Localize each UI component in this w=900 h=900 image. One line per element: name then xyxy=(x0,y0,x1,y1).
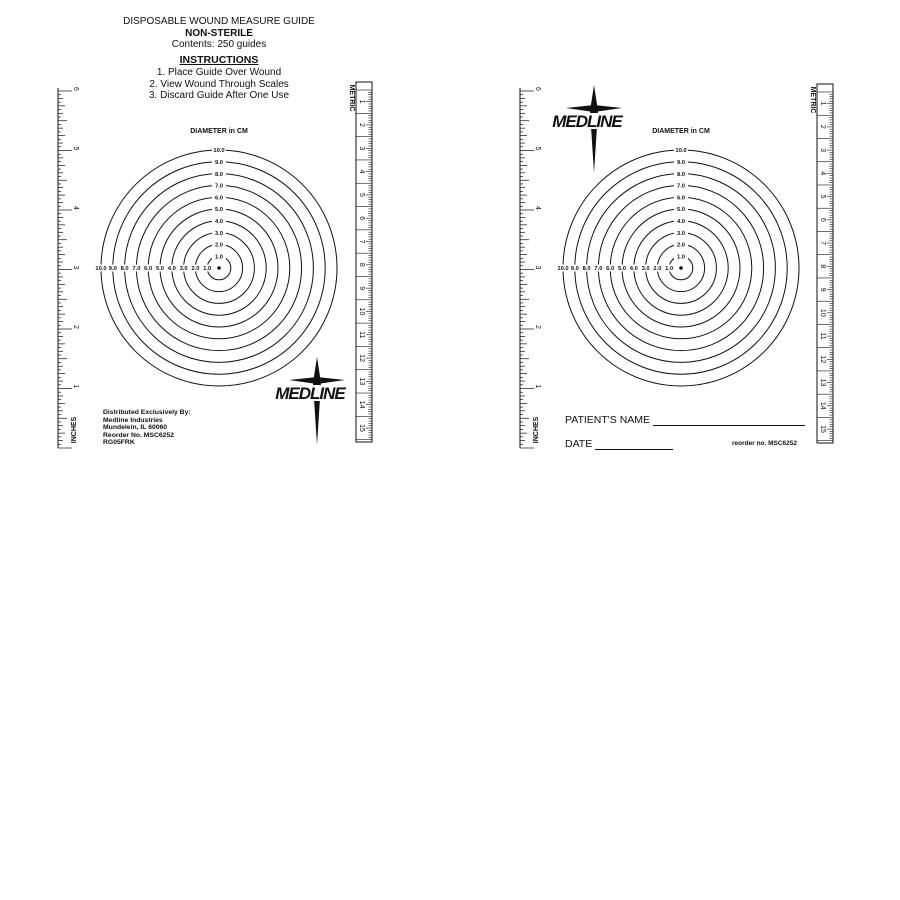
distributor-line: Reorder No. MSC6252 xyxy=(103,431,175,439)
cm-number: 9 xyxy=(819,287,826,292)
cm-number: 8 xyxy=(819,264,826,269)
ring-label-left: 9.0 xyxy=(108,266,117,273)
target-title: DIAMETER in CM xyxy=(190,128,248,135)
logo-star-horizontal xyxy=(289,377,345,384)
center-dot xyxy=(217,266,221,270)
ring-label-top: 3.0 xyxy=(214,230,224,237)
instructions-title: INSTRUCTIONS xyxy=(179,53,259,66)
cm-number: 15 xyxy=(819,425,826,433)
cm-number: 2 xyxy=(358,123,365,127)
ring-label-top: 5.0 xyxy=(676,207,686,214)
target-title: DIAMETER in CM xyxy=(652,128,710,135)
ring-label-left: 6.0 xyxy=(144,266,153,273)
inch-number: 4 xyxy=(72,206,79,210)
ring-label-left: 3.0 xyxy=(179,266,188,273)
ring-label-left: 7.0 xyxy=(132,266,141,273)
cm-number: 5 xyxy=(819,194,826,199)
cm-number: 4 xyxy=(358,169,365,174)
inch-number: 5 xyxy=(72,146,79,151)
patient-name-label: PATIENT'S NAME xyxy=(565,414,651,426)
ring-label-top: 9.0 xyxy=(214,160,224,166)
ring-label-left: 4.0 xyxy=(167,266,176,273)
contents-label: Contents: 250 guides xyxy=(171,39,267,50)
metric-label: METRIC xyxy=(348,84,355,112)
ring-label-left: 3.0 xyxy=(641,266,650,273)
distributor-line: Medline Industries xyxy=(103,416,163,424)
ring-label-top: 9.0 xyxy=(676,160,686,166)
metric-label: METRIC xyxy=(809,86,816,114)
ring-label-top: 1.0 xyxy=(214,254,224,261)
cm-number: 9 xyxy=(358,286,365,291)
logo-text: MEDLINE xyxy=(275,384,345,403)
ring-label-left: 4.0 xyxy=(629,266,638,273)
cm-number: 6 xyxy=(819,217,826,222)
sterility-label: NON-STERILE xyxy=(185,27,253,39)
logo-star-horizontal xyxy=(566,105,622,112)
ring-label-left: 2.0 xyxy=(653,266,662,273)
inch-number: 1 xyxy=(534,384,541,389)
ring-label-top: 6.0 xyxy=(214,195,224,202)
medline-logo xyxy=(271,357,349,445)
ring-label-left: 9.0 xyxy=(570,266,579,273)
cm-number: 2 xyxy=(819,124,826,129)
cm-number: 7 xyxy=(819,241,826,246)
cm-number: 10 xyxy=(358,307,365,316)
ring-label-left: 1.0 xyxy=(665,266,674,273)
date-label: DATE xyxy=(565,438,593,450)
cm-number: 5 xyxy=(358,192,365,197)
diameter-target xyxy=(95,128,337,386)
reorder-number: reorder no. MSC6252 xyxy=(732,440,798,447)
cm-number: 1 xyxy=(819,101,826,106)
inch-ruler xyxy=(520,87,541,448)
diameter-target xyxy=(557,128,799,386)
ring-label-left: 8.0 xyxy=(582,266,591,273)
ring-label-top: 2.0 xyxy=(214,242,224,249)
cm-number: 14 xyxy=(819,401,826,410)
cm-number: 8 xyxy=(358,262,365,267)
instruction-step: 3. Discard Guide After One Use xyxy=(148,90,290,101)
ring-label-top: 1.0 xyxy=(676,254,686,261)
cm-number: 6 xyxy=(358,216,365,221)
ring-label-left: 10.0 xyxy=(95,266,107,273)
ring-label-top: 8.0 xyxy=(676,171,686,178)
ring-label-top: 4.0 xyxy=(214,219,224,225)
cm-number: 3 xyxy=(358,146,365,151)
cm-number: 4 xyxy=(819,171,826,176)
metric-ruler xyxy=(809,84,833,443)
ring-label-top: 4.0 xyxy=(676,219,686,225)
inch-ruler xyxy=(58,87,79,448)
ring-label-top: 7.0 xyxy=(214,183,224,190)
cm-number: 14 xyxy=(358,400,365,409)
logo-text: MEDLINE xyxy=(552,112,622,131)
instruction-step: 1. Place Guide Over Wound xyxy=(156,67,282,78)
inch-number: 2 xyxy=(534,325,541,329)
inch-number: 6 xyxy=(534,87,541,91)
cm-number: 3 xyxy=(819,148,826,153)
cm-number: 10 xyxy=(819,308,826,317)
inch-number: 3 xyxy=(534,265,541,270)
inch-number: 6 xyxy=(72,87,79,91)
inch-number: 2 xyxy=(72,325,79,329)
cm-number: 12 xyxy=(358,354,365,362)
ring-label-top: 10.0 xyxy=(675,148,687,155)
ring-label-top: 6.0 xyxy=(676,195,686,202)
inch-number: 1 xyxy=(72,384,79,389)
ring-label-left: 6.0 xyxy=(606,266,615,273)
ring-label-left: 1.0 xyxy=(203,266,212,273)
instruction-step: 2. View Wound Through Scales xyxy=(149,78,289,90)
ring-label-left: 7.0 xyxy=(594,266,603,273)
inch-number: 4 xyxy=(534,206,541,210)
cm-number: 13 xyxy=(819,378,826,387)
cm-number: 11 xyxy=(819,332,826,340)
cm-number: 7 xyxy=(358,239,365,244)
ring-label-left: 10.0 xyxy=(557,266,569,273)
distributor-line: RG05FRK xyxy=(103,439,135,447)
distributor-line: Mundelein, IL 60060 xyxy=(103,424,168,432)
inch-number: 5 xyxy=(534,146,541,151)
cm-number: 11 xyxy=(358,331,365,339)
medline-logo xyxy=(548,85,626,173)
ring-label-top: 3.0 xyxy=(676,230,686,237)
cm-number: 1 xyxy=(358,99,365,104)
ring-label-top: 5.0 xyxy=(214,207,224,214)
inch-label: INCHES xyxy=(533,416,540,444)
cm-number: 12 xyxy=(819,355,826,364)
ring-label-top: 8.0 xyxy=(214,171,224,178)
cm-number: 13 xyxy=(358,377,365,386)
inch-number: 3 xyxy=(72,265,79,270)
ring-label-left: 2.0 xyxy=(191,266,200,273)
ring-label-left: 8.0 xyxy=(120,266,129,273)
inch-label: INCHES xyxy=(71,416,78,444)
ring-label-top: 7.0 xyxy=(676,183,686,190)
ring-label-left: 5.0 xyxy=(617,266,627,273)
metric-ruler xyxy=(348,82,372,442)
cm-number: 15 xyxy=(358,424,365,432)
guide-title: DISPOSABLE WOUND MEASURE GUIDE xyxy=(123,16,315,27)
ring-label-left: 5.0 xyxy=(155,266,165,273)
ring-label-top: 2.0 xyxy=(676,242,686,249)
distributor-line: Distributed Exclusively By: xyxy=(103,409,191,416)
center-dot xyxy=(679,266,683,270)
ring-label-top: 10.0 xyxy=(213,148,225,155)
